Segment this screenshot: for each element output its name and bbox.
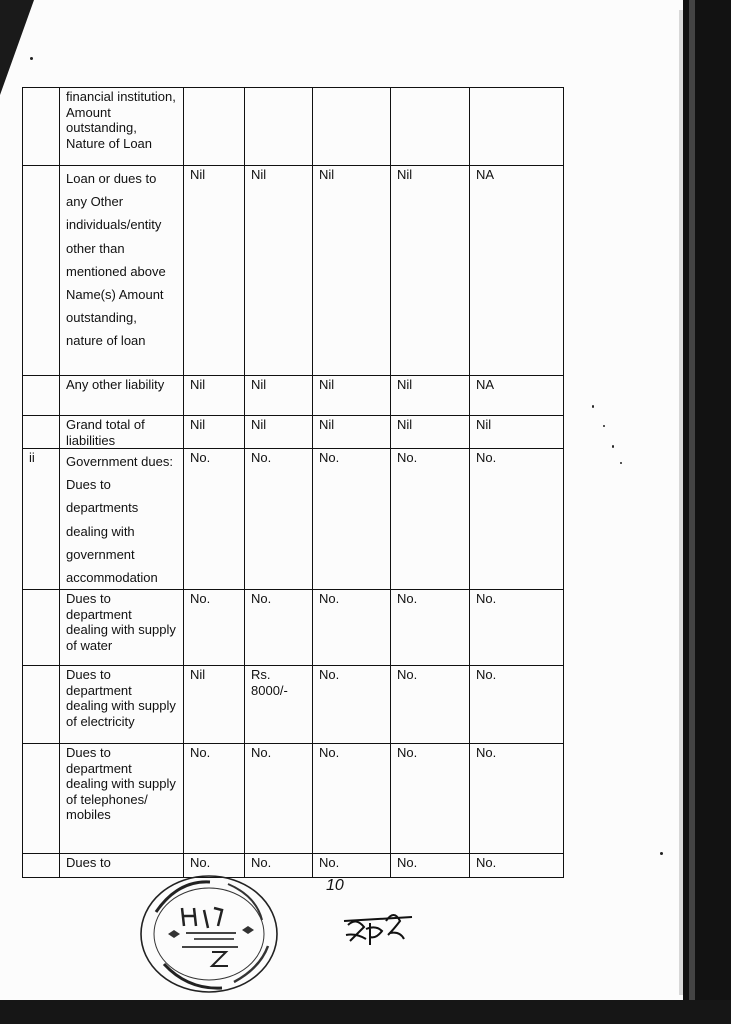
value-cell: No. — [184, 744, 245, 854]
row-number — [23, 166, 60, 376]
value-cell: No. — [470, 666, 564, 744]
value-cell: No. — [184, 590, 245, 666]
table-row — [23, 166, 564, 376]
value-cell: No. — [470, 854, 564, 878]
scan-speck — [592, 405, 594, 408]
value-cell: No. — [245, 449, 313, 590]
value-cell: No. — [245, 854, 313, 878]
value-cell: Rs. 8000/- — [245, 666, 313, 744]
scan-speck — [30, 57, 33, 60]
row-number: ii — [23, 449, 60, 590]
scan-speck — [660, 852, 663, 855]
liabilities-table — [22, 87, 564, 878]
value-cell — [313, 88, 391, 166]
table-row — [23, 88, 564, 166]
value-cell: No. — [313, 590, 391, 666]
row-description: Dues to department dealing with supply of water — [60, 590, 184, 666]
value-cell: No. — [391, 854, 470, 878]
value-cell: No. — [470, 590, 564, 666]
value-cell: No. — [313, 854, 391, 878]
value-cell: Nil — [184, 166, 245, 376]
value-cell: Nil — [391, 376, 470, 416]
value-cell: Nil — [245, 166, 313, 376]
value-cell: No. — [391, 744, 470, 854]
row-number — [23, 88, 60, 166]
scan-speck — [612, 445, 614, 448]
scan-bottom-border — [0, 1000, 731, 1024]
value-cell: Nil — [245, 416, 313, 449]
table-row — [23, 449, 564, 590]
value-cell: Nil — [313, 416, 391, 449]
scan-corner-shadow — [0, 0, 34, 95]
value-cell: NA — [470, 376, 564, 416]
value-cell: Nil — [184, 666, 245, 744]
row-number — [23, 666, 60, 744]
value-cell: No. — [313, 744, 391, 854]
table-row — [23, 590, 564, 666]
value-cell: No. — [245, 744, 313, 854]
value-cell: No. — [313, 666, 391, 744]
value-cell: Nil — [184, 376, 245, 416]
value-cell: No. — [245, 590, 313, 666]
row-description: Dues to — [60, 854, 184, 878]
value-cell: No. — [470, 744, 564, 854]
row-number — [23, 744, 60, 854]
table-row — [23, 416, 564, 449]
value-cell: NA — [470, 166, 564, 376]
scan-right-edge-line — [689, 0, 695, 1000]
scan-speck — [603, 425, 605, 427]
value-cell: Nil — [470, 416, 564, 449]
value-cell: Nil — [391, 416, 470, 449]
table-row — [23, 666, 564, 744]
value-cell — [391, 88, 470, 166]
row-description: Dues to department dealing with supply of telephones/ mobiles — [60, 744, 184, 854]
row-description: Dues to department dealing with supply of electricity — [60, 666, 184, 744]
value-cell — [245, 88, 313, 166]
row-description: Loan or dues to any Other individuals/entity other than mentioned above Name(s) Amount outstanding, nature of loan — [60, 166, 184, 376]
table-row — [23, 744, 564, 854]
value-cell: Nil — [391, 166, 470, 376]
row-description: Any other liability — [60, 376, 184, 416]
row-number — [23, 590, 60, 666]
page-number: 10 — [326, 877, 344, 894]
notary-seal-icon — [138, 872, 280, 997]
value-cell: No. — [313, 449, 391, 590]
value-cell: Nil — [184, 416, 245, 449]
value-cell — [184, 88, 245, 166]
value-cell: No. — [184, 449, 245, 590]
row-number — [23, 416, 60, 449]
signature-icon — [342, 905, 422, 965]
row-number — [23, 854, 60, 878]
table-row — [23, 854, 564, 878]
value-cell: No. — [184, 854, 245, 878]
value-cell: No. — [391, 590, 470, 666]
value-cell: Nil — [313, 376, 391, 416]
value-cell: No. — [391, 666, 470, 744]
value-cell — [470, 88, 564, 166]
value-cell: No. — [470, 449, 564, 590]
value-cell: Nil — [313, 166, 391, 376]
scan-right-border — [683, 0, 731, 1000]
row-description: Grand total of liabilities — [60, 416, 184, 449]
value-cell: No. — [391, 449, 470, 590]
row-number — [23, 376, 60, 416]
row-description: Government dues: Dues to departments dealing with government accommodation — [60, 449, 184, 590]
row-description: financial institution, Amount outstanding, Nature of Loan — [60, 88, 184, 166]
value-cell: Nil — [245, 376, 313, 416]
table-row — [23, 376, 564, 416]
scan-speck — [620, 462, 622, 464]
